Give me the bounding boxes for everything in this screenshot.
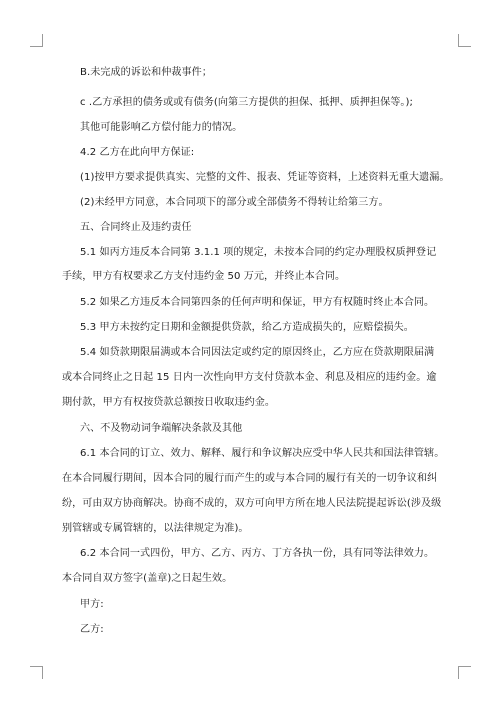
text-line: 其他可能影响乙方偿付能力的情况。 [80,122,243,133]
crop-mark-bottom-right [458,666,471,679]
text-line: 期付款，甲方有权按贷款总额按日收取违约金。 [62,397,276,408]
text-line: 5.2 如果乙方违反本合同第四条的任何声明和保证，甲方有权随时终止本合同。 [80,297,435,308]
text-line: 5.3 甲方未按约定日期和金额提供贷款，给乙方造成损失的，应赔偿损失。 [80,322,414,333]
section-heading: 4.2 乙方在此向甲方保证: [80,147,195,158]
signature-label-party-a: 甲方: [80,599,104,610]
text-line: 6.2 本合同一式四份，甲方、乙方、丙方、丁方各执一份，具有同等法律效力。 [80,548,435,559]
crop-mark-top-left [30,34,43,47]
text-line: 纷，可由双方协商解决。协商不成的，双方可向甲方所在地人民法院提起诉讼(涉及级 [62,498,442,509]
section-heading: 六、不及物动词争端解决条款及其他 [80,423,243,434]
text-line: 6.1 本合同的订立、效力、解释、履行和争议解决应受中华人民共和国法律管辖。 [80,448,445,459]
section-heading: 五、合同终止及违约责任 [80,222,192,233]
crop-mark-top-right [458,34,471,47]
text-line: 或本合同终止之日起 15 日内一次性向甲方支付贷款本金、利息及相应的违约金。逾 [62,372,437,383]
text-line: 在本合同履行期间，因本合同的履行而产生的或与本合同的履行有关的一切争议和纠 [62,473,438,484]
text-line: 5.1 如丙方违反本合同第 3.1.1 项的规定，未按本合同的约定办理股权质押登记 [80,247,437,258]
text-line: 5.4 如贷款期限届满或本合同因法定或约定的原因终止，乙方应在贷款期限届满 [80,347,435,358]
text-line: 别管辖或专属管辖的，以法律规定为准)。 [62,523,249,534]
crop-mark-bottom-left [30,666,43,679]
text-line: (2)未经甲方同意，本合同项下的部分或全部债务不得转让给第三方。 [80,197,389,208]
text-line: B.未完成的诉讼和仲裁事件； [80,67,212,78]
text-line: 本合同自双方签字(盖章)之日起生效。 [62,573,233,584]
signature-label-party-b: 乙方: [80,624,104,635]
text-line: (1)按甲方要求提供真实、完整的文件、报表、凭证等资料，上述资料无重大遗漏。 [80,172,450,183]
text-line: 手续，甲方有权要求乙方支付违约金 50 万元，并终止本合同。 [62,271,346,282]
text-line: c .乙方承担的债务或或有债务(向第三方提供的担保、抵押、质押担保等。); [80,97,413,108]
